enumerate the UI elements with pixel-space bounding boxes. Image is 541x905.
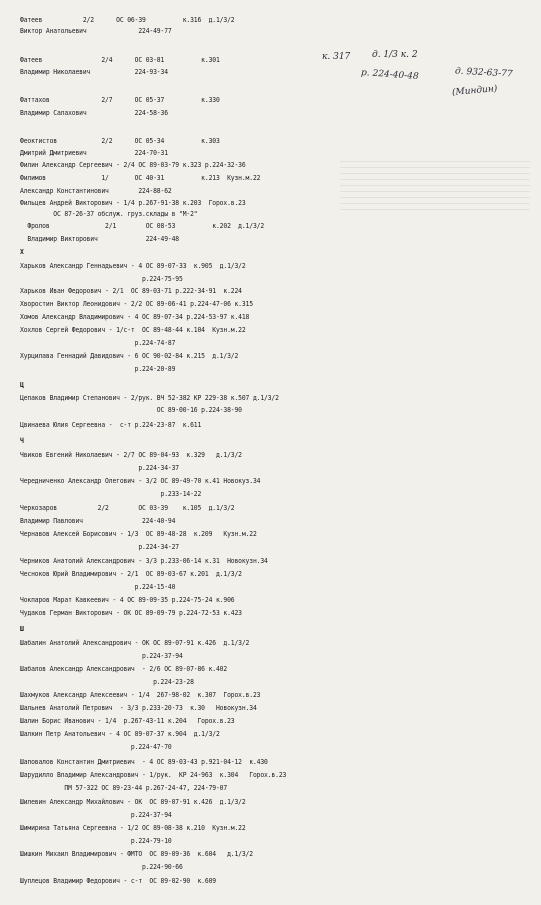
section-letter: Ш <box>20 624 24 633</box>
directory-entry-line: Чокпаров Марат Кавкеевич - 4 ОС 89-09-35 р.224-75-24 к.906 <box>20 595 235 604</box>
directory-entry-line: Чудаков Герман Викторович - ОК ОС 89-09-79 р.224-72-53 к.423 <box>20 608 242 617</box>
directory-entry-line: р.224-90-66 <box>20 862 183 871</box>
directory-entry-line: р.224-34-37 <box>20 463 180 472</box>
directory-entry-line: р.224-74-87 <box>20 338 176 347</box>
directory-entry-line: р.224-34-27 <box>20 542 180 551</box>
directory-entry-line: ОС 89-00-16 р.224-38-90 <box>20 405 242 414</box>
directory-entry-line: р.224-79-10 <box>20 836 172 845</box>
handwritten-room: к. 317 <box>322 52 351 62</box>
directory-entry-line: р.224-75-95 <box>20 274 183 283</box>
directory-entry-line: Фатеев 2/2 ОС 06-39 к.316 д.1/3/2 <box>20 15 235 24</box>
directory-entry-line: Харьков Александр Геннадьевич - 4 ОС 89-07-33 к.905 д.1/3/2 <box>20 261 246 270</box>
directory-entry-line: Шабалин Анатолий Александрович - ОК ОС 89-07-91 к.426 д.1/3/2 <box>20 638 250 647</box>
directory-entry-line: Шахмуков Александр Алексеевич - 1/4 267-98-02 к.307 Горох.в.23 <box>20 690 261 699</box>
directory-entry-line: Шуплецов Владимир Федорович - с-т ОС 89-02-90 к.609 <box>20 876 216 885</box>
directory-entry-line: Шальнев Анатолий Петрович - 3/3 р.233-20-73 к.30 Новокузн.34 <box>20 703 257 712</box>
section-letter: Ц <box>20 380 24 389</box>
directory-entry-line: Черников Анатолий Александрович - 3/3 р.233-06-14 к.31 Новокузн.34 <box>20 556 268 565</box>
directory-entry-line: Чвиков Евгений Николаевич - 2/7 ОС 89-04-93 к.329 д.1/3/2 <box>20 450 242 459</box>
directory-entry-line: Чередниченко Александр Олегович - 3/2 ОС 89-49-70 к.41 Новокуз.34 <box>20 476 261 485</box>
paper-bleed-through <box>340 160 530 210</box>
directory-entry-line: Чесноков Юрий Владимирович - 2/1 ОС 89-03-67 к.201 д.1/3/2 <box>20 569 242 578</box>
directory-entry-line: р.224-20-89 <box>20 364 176 373</box>
handwritten-note: (Миндин) <box>451 84 498 98</box>
directory-entry-line: Шарудилло Владимир Александрович - 1/рук. КР 24-963 к.304 Горох.в.23 <box>20 770 287 779</box>
directory-entry-line: Фролов 2/1 ОС 08-53 к.202 д.1/3/2 <box>20 221 265 230</box>
directory-entry-line: Владимир Салахович 224-58-36 <box>20 108 168 117</box>
directory-entry-line: Владимир Викторович 224-49-48 <box>20 234 180 243</box>
directory-entry-line: Шаповалов Константин Дмитриевич - 4 ОС 89-03-43 р.921-04-12 к.430 <box>20 757 268 766</box>
directory-entry-line: Фатеев 2/4 ОС 03-81 к.301 <box>20 55 220 64</box>
directory-entry-line: р.224-37-94 <box>20 810 172 819</box>
directory-entry-line: Хворостин Виктор Леонидович - 2/2 ОС 89-06-41 р.224-47-06 к.315 <box>20 299 253 308</box>
directory-entry-line: Хомов Александр Владимирович - 4 ОС 89-07-34 р.224-53-97 к.418 <box>20 312 250 321</box>
directory-entry-line: р.224-23-28 <box>20 677 194 686</box>
directory-entry-line: Чернавов Алексей Борисович - 1/3 ОС 89-48-28 к.209 Кузн.м.22 <box>20 529 257 538</box>
directory-entry-line: Владимир Николаевич 224-93-34 <box>20 67 168 76</box>
directory-entry-line: р.224-37-94 <box>20 651 183 660</box>
directory-entry-line: Харьков Иван Федорович - 2/1 ОС 89-03-71 р.222-34-91 к.224 <box>20 286 242 295</box>
directory-entry-line: р.233-14-22 <box>20 489 202 498</box>
section-letter: Ч <box>20 436 24 445</box>
directory-entry-line: Дмитрий Дмитриевич 224-70-31 <box>20 148 168 157</box>
directory-entry-line: Шилевин Александр Михайлович - ОК ОС 89-07-91 к.426 д.1/3/2 <box>20 797 246 806</box>
section-letter: Х <box>20 247 24 256</box>
directory-entry-line: Цепаков Владимир Степанович - 2/рук. ВЧ 52-382 КР 229-38 к.507 д.1/3/2 <box>20 393 279 402</box>
handwritten-phone-2: д. 932-63-77 <box>454 66 513 80</box>
directory-entry-line: Шалкин Петр Анатольевич - 4 ОС 89-07-37 к.904 д.1/3/2 <box>20 729 220 738</box>
handwritten-phone: р. 224-40-48 <box>360 68 419 82</box>
directory-entry-line: Феоктистов 2/2 ОС 05-34 к.303 <box>20 136 220 145</box>
directory-entry-line: ОС 87-26-37 обслуж. груз.склады в "М-2" <box>20 209 198 218</box>
directory-entry-line: Хурцилава Геннадий Давидович - 6 ОС 90-02-84 к.215 д.1/3/2 <box>20 351 239 360</box>
directory-entry-line: Хохлов Сергей Федорович - 1/с-т ОС 89-48-44 к.104 Кузн.м.22 <box>20 325 246 334</box>
directory-entry-line: Филимов 1/ ОС 40-31 к.213 Кузн.м.22 <box>20 173 261 182</box>
directory-entry-line: Цвинаева Юлия Сергеевна - с-т р.224-23-87 к.611 <box>20 420 202 429</box>
directory-entry-line: Шабалов Александр Александрович - 2/6 ОС 89-07-86 к.402 <box>20 664 228 673</box>
directory-entry-line: Александр Константинович 224-88-62 <box>20 186 172 195</box>
directory-entry-line: Фильцев Андрей Викторович - 1/4 р.267-91-38 к.203 Горох.в.23 <box>20 198 246 207</box>
directory-entry-line: Виктор Анатольевич 224-49-77 <box>20 26 172 35</box>
directory-entry-line: Владимир Павлович 224-40-94 <box>20 516 176 525</box>
directory-entry-line: р.224-15-40 <box>20 582 176 591</box>
directory-entry-line: Фаттахов 2/7 ОС 05-37 к.330 <box>20 95 220 104</box>
directory-entry-line: Шишкин Михаил Владимирович - ФМТО ОС 89-09-36 к.604 д.1/3/2 <box>20 849 253 858</box>
handwritten-building: д. 1/3 к. 2 <box>372 50 418 60</box>
directory-entry-line: Черкозаров 2/2 ОС 03-39 к.105 д.1/3/2 <box>20 503 235 512</box>
directory-entry-line: Филин Александр Сергеевич - 2/4 ОС 89-03-79 к.323 р.224-32-36 <box>20 160 246 169</box>
directory-entry-line: Шимирина Татьяна Сергеевна - 1/2 ОС 89-08-38 к.210 Кузн.м.22 <box>20 823 246 832</box>
directory-entry-line: Шалин Борис Иванович - 1/4 р.267-43-11 к.204 Горох.в.23 <box>20 716 235 725</box>
directory-entry-line: ПМ 57-322 ОС 89-23-44 р.267-24-47, 224-79-07 <box>20 783 228 792</box>
directory-entry-line: р.224-47-70 <box>20 742 172 751</box>
